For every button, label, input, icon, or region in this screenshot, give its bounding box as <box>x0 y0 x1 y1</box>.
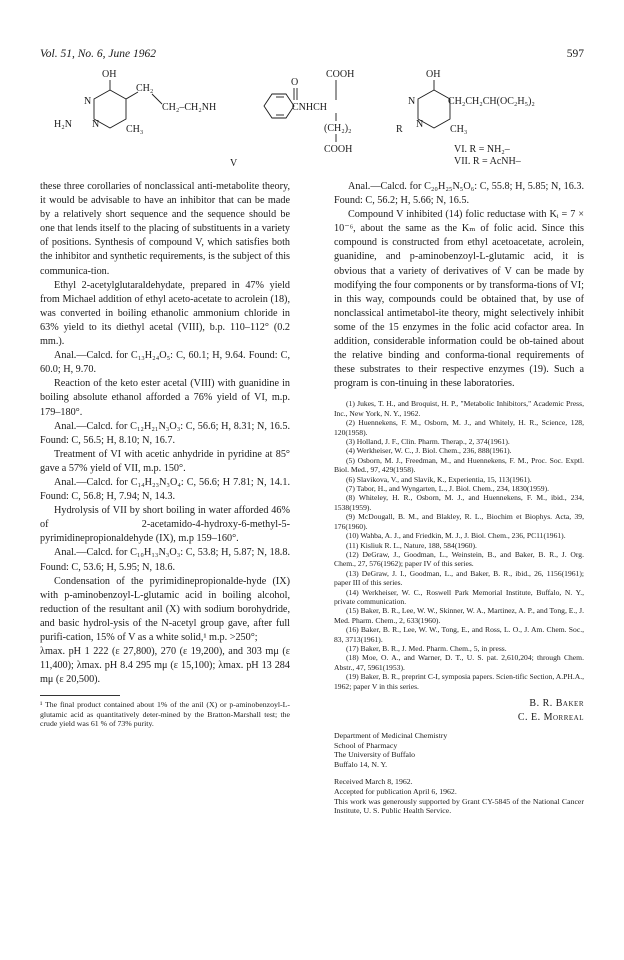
reference-item: (12) DeGraw, J., Goodman, L., Weinstein, B., and Baker, B. R., J. Org. Chem., 27, 576(1962); paper IV of this series. <box>334 549 584 569</box>
footnote: ¹ The final product contained about 1% of the anil (X) or p-aminobenzoyl-L-glutamic acid as quantitatively deter-mined by the Bratton-Marshall test; the crude yield was 61 % of 73% purity. <box>40 700 290 729</box>
struct-n-1: N <box>84 96 92 107</box>
reference-item: (15) Baker, B. R., Lee, W. W., Skinner, W. A., Martinez, A. P., and Tong, E., J. Med. Pharm. Chem., 2, 633(1960). <box>334 606 584 625</box>
struct-cooh-1: COOH <box>326 69 355 80</box>
struct-ch3-1: CH₃ <box>126 124 144 135</box>
affiliation-line: Department of Medicinal Chemistry <box>334 731 448 740</box>
struct-vi-chain: CH₂CH₂CH(OC₂H₅)₂ <box>448 96 535 107</box>
reference-item: (1) Jukes, T. H., and Broquist, H. P., "Metabolic Inhibitors," Academic Press, Inc., New York, N. Y., 1962. <box>334 399 584 418</box>
paragraph: Anal.—Calcd. for C₁₄H₂₃N₃O₄: C, 56.6; H 7.81; N, 14.1. Found: C, 56.8; H, 7.94; N, 14.3. <box>40 476 290 503</box>
reference-item: (17) Baker, B. R., J. Med. Pharm. Chem., 5, in press. <box>346 643 507 653</box>
uv-data: λmax. pH 1 222 (ε 27,800), 270 (ε 19,200), and 303 mμ (ε 11,400); λmax. pH 8.4 295 mμ (ε 15,100); λmax. pH 13 284 mμ (ε 20,500). <box>40 646 290 686</box>
reference-item: (2) Huennekens, F. M., Osborn, M. J., and Whitely, H. R., Science, 128, 120(1958). <box>334 418 584 437</box>
reference-item: (16) Baker, B. R., Lee, W. W., Tong, E., and Ross, L. O., J. Am. Chem. Soc., 83, 3713(1961). <box>334 625 584 644</box>
affiliation-line: The University of Buffalo <box>334 750 416 760</box>
reference-item: (9) McDougall, B. M., and Blakley, R. L., Biochim et Biophys. Acta, 39, 176(1960). <box>334 512 584 531</box>
struct-cnhch: CNHCH <box>292 102 328 113</box>
affiliation <box>334 731 584 769</box>
struct-cooh-2: COOH <box>324 144 353 155</box>
struct-n-2: N <box>92 119 100 130</box>
reference-item: (4) Werkheiser, W. C., J. Biol. Chem., 236, 888(1961). <box>346 446 512 456</box>
signature <box>334 697 584 725</box>
footnote-rule <box>40 695 120 696</box>
reference-item: (8) Whiteley, H. R., Osborn, M. J., and Huennekens, F. M., ibid., 234, 1538(1959). <box>334 493 584 512</box>
structure-vi-vii <box>396 69 535 167</box>
accepted-date: Accepted for publication April 6, 1962. <box>334 786 457 796</box>
paragraph: Reaction of the keto ester acetal (VIII) with guanidine in boiling absolute ethanol afforded a 76% yield of VI, m.p. 179–180°. <box>40 378 290 418</box>
references-list <box>334 399 584 691</box>
struct-ch2-top: CH₂ <box>136 83 154 94</box>
struct-ch2-2: (CH₂)₂ <box>324 123 352 134</box>
paragraph: Hydrolysis of VII by short boiling in water afforded 46% of 2-acetamido-4-hydroxy-6-methyl-5-pyrimidinepropionaldehyde (IX), m.p 159–160°. <box>40 505 290 545</box>
reference-item: (3) Holland, J. F., Clin. Pharm. Therap., 2, 374(1961). <box>346 437 510 447</box>
reference-item: (14) Werkheiser, W. C., Roswell Park Memorial Institute, Buffalo, N. Y., private communication. <box>334 587 584 606</box>
struct-h2n: H₂N <box>54 119 72 130</box>
paragraph: Anal.—Calcd. for C₁₃H₂₄O₅: C, 60.1; H, 9.64. Found: C, 60.0; H, 9.70. <box>40 350 290 376</box>
reference-item: (11) Kisliuk R. L., Nature, 188, 584(1960). <box>346 540 477 550</box>
affiliation-line: School of Pharmacy <box>334 740 398 750</box>
struct-r: R <box>396 124 403 135</box>
reference-item: (18) Moe, O. A., and Warner, D. T., U. S. pat. 2,610,204; through Chem. Abstr., 47, 5961(1953). <box>334 653 584 672</box>
affiliation-line: Buffalo 14, N. Y. <box>334 759 388 769</box>
journal-citation: Vol. 51, No. 6, June 1962 <box>40 48 156 60</box>
reference-item: (10) Wahba, A. J., and Friedkin, M. J., J. Biol. Chem., 236, PC11(1961). <box>346 531 566 541</box>
struct-n-3: N <box>408 96 416 107</box>
right-column <box>334 180 584 816</box>
author-name: C. E. Morreal <box>517 712 584 723</box>
left-column <box>40 180 290 729</box>
running-header <box>40 48 584 60</box>
benzene-ring <box>264 94 294 118</box>
paragraph: these three corollaries of nonclassical anti-metabolite theory, it would be advisable to have an inhibitor that can be made by a relatively short sequence and the sequence should be one that lends itself to the placing of substituents in a variety of positions. Synthesis of compound V, which satisfies both the inhibitor and synthetic requirements, is the subject of this communica-tion. <box>40 181 290 277</box>
chemical-structures <box>40 64 584 172</box>
reference-item: (7) Tabor, H., and Wyngarten, L., J. Biol. Chem., 234, 1830(1959). <box>346 484 550 494</box>
structure-v <box>54 69 354 169</box>
struct-ch3-2: CH₃ <box>450 124 468 135</box>
struct-carbonyl-o: O <box>291 77 299 88</box>
struct-label-vii: VII. R = AcNH– <box>454 156 521 167</box>
struct-n-4: N <box>416 119 424 130</box>
reference-item: (6) Slavikova, V., and Slavik, K., Experientia, 15, 113(1961). <box>346 474 532 484</box>
reference-item: (5) Osborn, M. J., Freedman, M., and Huennekens, F. M., Proc. Soc. Exptl. Biol. Med., 97, 429(1958). <box>334 455 584 475</box>
author-name: B. R. Baker <box>529 698 584 709</box>
paragraph: Anal.—Calcd. for C₁₂H₂₁N₃O₃: C, 56.6; H, 8.31; N, 16.5. Found: C, 56.5; H, 8.10; N, 16.7. <box>40 420 290 446</box>
grant-note: This work was generously supported by Grant CY-5845 of the National Cancer Institute, U. S. Public Health Service. <box>334 796 584 816</box>
paragraph: Compound V inhibited (14) folic reductase with Kᵢ = 7 × 10⁻⁶, about the same as the Kₘ of folic acid. Since this compound is constructed from ethyl acetoacetate, acrolein, guanidine, and p-aminobenzoyl-L-glutamic acid, it is obvious that a variety of derivatives of V can be made by modifying the four components or by transforma-tions of VI; in this way, compounds could be obtained that, by use of nonclassical antimetabol-ite theory, might selectively inhibit some of the 15 enzymes in the folic acid cofactor area. In addition, considerable information could be ob-tained about the relative binding and conforma-tional requirements of these substrates to their respective enzymes (19). Such a program is con-tinuing in these laboratories. <box>334 209 584 390</box>
struct-label-v: V <box>230 158 238 169</box>
paragraph: Condensation of the pyrimidinepropionalde-hyde (IX) with p-aminobenzoyl-L-glutamic acid in boiling alcohol, reduction of the resultant anil (X) with sodium borohydride, and basic hydrol-ysis of the N-acetyl group gave, after full purifi-cation, 15% of V as a white solid,¹ m.p. >250°; <box>40 575 290 643</box>
struct-oh-2: OH <box>426 69 441 80</box>
reference-item: (19) Baker, B. R., preprint C-I, symposia papers. Scien-tific Section, A.PH.A., 1962; paper V in this series. <box>334 672 584 691</box>
struct-chain: CH₂–CH₂NH <box>162 102 217 113</box>
reference-item: (13) DeGraw, J. I., Goodman, L., and Baker, B. R., ibid., 26, 1156(1961); paper III of this series. <box>334 568 584 588</box>
paragraph: Anal.—Calcd. for C₂₀H₂₅N₅O₆: C, 55.8; H, 5.85; N, 16.3. Found: C, 56.2; H, 5.66; N, 16.5. <box>334 181 584 207</box>
received-notes <box>334 777 584 815</box>
struct-oh-1: OH <box>102 69 117 80</box>
page-number: 597 <box>566 48 584 60</box>
paragraph: Treatment of VI with acetic anhydride in pyridine at 85° gave a 57% yield of VII, m.p. 150°. <box>40 448 290 474</box>
bond <box>152 94 162 104</box>
struct-label-vi: VI. R = NH₂– <box>454 144 510 155</box>
paragraph: Ethyl 2-acetylglutaraldehydate, prepared in 47% yield from Michael addition of ethyl aceto-acetate to acrolein (18), was converted in boiling ethanolic ammonium chloride in 63% yield to its diethyl acetal (VIII), b.p. 110–112° (0.2 mm.). <box>40 279 290 348</box>
received-date: Received March 8, 1962. <box>334 777 413 787</box>
paragraph: Anal.—Calcd. for C₁₀H₁₃N₃O₃: C, 53.8; H, 5.87; N, 18.8. Found: C, 53.6; H, 5.95; N, 18.6. <box>40 547 290 573</box>
